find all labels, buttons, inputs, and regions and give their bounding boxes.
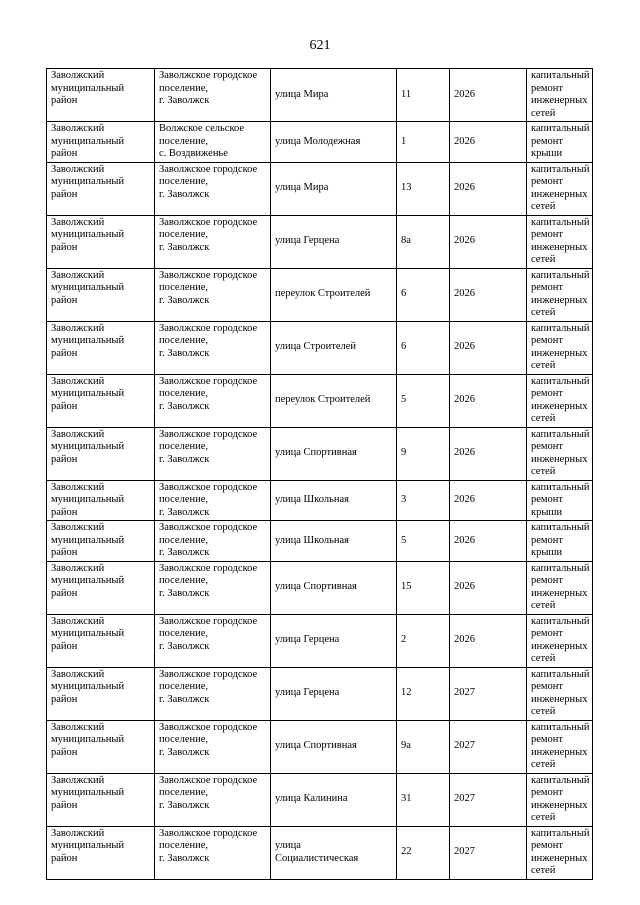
- cell-settlement-text: Заволжское городское поселение, г. Заволжск: [159, 163, 258, 200]
- cell-year-text: 2027: [454, 793, 475, 805]
- cell-year-text: 2026: [454, 182, 475, 194]
- cell-house: [397, 427, 450, 480]
- cell-district-text: Заволжский муниципальный район: [51, 721, 125, 758]
- cell-street-text: улица Спортивная: [275, 447, 357, 459]
- cell-house: [397, 321, 450, 374]
- cell-street: [271, 773, 397, 826]
- cell-year-text: 2026: [454, 634, 475, 646]
- cell-settlement: [155, 268, 271, 321]
- cell-street: [271, 720, 397, 773]
- cell-year: [450, 69, 527, 122]
- cell-work-type: [527, 374, 593, 427]
- cell-year: [450, 667, 527, 720]
- cell-house-text: 9а: [401, 740, 411, 752]
- cell-district-text: Заволжский муниципальный район: [51, 481, 125, 518]
- cell-year-text: 2026: [454, 135, 475, 147]
- cell-house: [397, 374, 450, 427]
- cell-house-text: 22: [401, 846, 412, 858]
- cell-work-type: [527, 162, 593, 215]
- cell-district: [47, 667, 155, 720]
- cell-work-type-text: капитальный ремонт инженерных сетей: [531, 668, 590, 717]
- cell-settlement-text: Заволжское городское поселение, г. Заволжск: [159, 615, 258, 652]
- cell-year-text: 2026: [454, 288, 475, 300]
- cell-house-text: 9: [401, 447, 407, 459]
- table-row: [47, 720, 593, 773]
- cell-year-text: 2026: [454, 494, 475, 505]
- cell-house-text: 2: [401, 634, 407, 646]
- cell-settlement: [155, 69, 271, 122]
- cell-work-type-text: капитальный ремонт инженерных сетей: [531, 562, 590, 611]
- cell-work-type-text: капитальный ремонт инженерных сетей: [531, 375, 590, 424]
- cell-district: [47, 268, 155, 321]
- cell-street: [271, 521, 397, 562]
- cell-district-text: Заволжский муниципальный район: [51, 774, 125, 811]
- cell-district: [47, 162, 155, 215]
- table-row: [47, 321, 593, 374]
- cell-district-text: Заволжский муниципальный район: [51, 216, 125, 253]
- cell-district: [47, 69, 155, 122]
- cell-work-type: [527, 667, 593, 720]
- cell-district: [47, 614, 155, 667]
- cell-settlement: [155, 215, 271, 268]
- cell-district-text: Заволжский муниципальный район: [51, 562, 125, 599]
- cell-house-text: 13: [401, 182, 412, 194]
- cell-year-text: 2026: [454, 581, 475, 593]
- cell-district: [47, 773, 155, 826]
- cell-street-text: улица Школьная: [275, 494, 349, 505]
- cell-settlement-text: Волжское сельское поселение, с. Воздвиженье: [159, 123, 245, 159]
- table-row: [47, 69, 593, 122]
- cell-settlement: [155, 122, 271, 163]
- cell-house: [397, 667, 450, 720]
- cell-district: [47, 826, 155, 879]
- cell-house-text: 3: [401, 494, 407, 505]
- cell-district-text: Заволжский муниципальный район: [51, 827, 125, 864]
- cell-settlement: [155, 561, 271, 614]
- cell-street: [271, 826, 397, 879]
- cell-settlement: [155, 521, 271, 562]
- cell-district: [47, 720, 155, 773]
- table-row: [47, 667, 593, 720]
- cell-year: [450, 561, 527, 614]
- cell-year-text: 2026: [454, 447, 475, 459]
- cell-settlement-text: Заволжское городское поселение, г. Заволжск: [159, 375, 258, 412]
- cell-settlement-text: Заволжское городское поселение, г. Заволжск: [159, 562, 258, 599]
- cell-street-text: улица Герцена: [275, 687, 340, 699]
- cell-house: [397, 720, 450, 773]
- cell-year: [450, 614, 527, 667]
- table-row: [47, 614, 593, 667]
- cell-district-text: Заволжский муниципальный район: [51, 428, 125, 465]
- cell-district: [47, 374, 155, 427]
- cell-settlement: [155, 427, 271, 480]
- cell-year-text: 2026: [454, 88, 475, 100]
- cell-settlement-text: Заволжское городское поселение, г. Заволжск: [159, 428, 258, 465]
- table-row: [47, 773, 593, 826]
- cell-street: [271, 268, 397, 321]
- cell-street-text: улица Калинина: [275, 793, 348, 805]
- cell-district: [47, 561, 155, 614]
- cell-year: [450, 427, 527, 480]
- cell-settlement: [155, 374, 271, 427]
- cell-settlement-text: Заволжское городское поселение, г. Заволжск: [159, 70, 258, 106]
- table-row: [47, 561, 593, 614]
- cell-house: [397, 614, 450, 667]
- cell-district: [47, 321, 155, 374]
- cell-settlement: [155, 614, 271, 667]
- cell-street: [271, 374, 397, 427]
- cell-settlement-text: Заволжское городское поселение, г. Заволжск: [159, 481, 258, 518]
- cell-settlement-text: Заволжское городское поселение, г. Заволжск: [159, 827, 258, 864]
- cell-house: [397, 561, 450, 614]
- cell-work-type-text: капитальный ремонт инженерных сетей: [531, 70, 590, 119]
- cell-street-text: переулок Строителей: [275, 394, 371, 406]
- cell-house-text: 15: [401, 581, 412, 593]
- cell-house-text: 12: [401, 687, 412, 699]
- cell-settlement-text: Заволжское городское поселение, г. Заволжск: [159, 322, 258, 359]
- cell-district-text: Заволжский муниципальный район: [51, 522, 125, 558]
- table-row: [47, 122, 593, 163]
- cell-year: [450, 826, 527, 879]
- cell-year-text: 2027: [454, 846, 475, 858]
- cell-street-text: улица Мира: [275, 88, 329, 100]
- cell-work-type: [527, 773, 593, 826]
- cell-street: [271, 614, 397, 667]
- cell-street-text: улица Спортивная: [275, 740, 357, 752]
- cell-street-text: улица Молодежная: [275, 135, 361, 147]
- cell-house-text: 1: [401, 135, 407, 147]
- page-number: 621: [309, 38, 331, 53]
- cell-work-type: [527, 720, 593, 773]
- cell-settlement-text: Заволжское городское поселение, г. Заволжск: [159, 522, 258, 558]
- cell-settlement: [155, 162, 271, 215]
- cell-work-type: [527, 69, 593, 122]
- cell-district-text: Заволжский муниципальный район: [51, 70, 125, 106]
- cell-work-type: [527, 122, 593, 163]
- cell-year: [450, 720, 527, 773]
- cell-settlement: [155, 773, 271, 826]
- cell-settlement-text: Заволжское городское поселение, г. Заволжск: [159, 216, 258, 253]
- table-row: [47, 215, 593, 268]
- cell-house: [397, 122, 450, 163]
- cell-work-type: [527, 427, 593, 480]
- cell-street-text: переулок Строителей: [275, 288, 371, 300]
- cell-street-text: улица Строителей: [275, 341, 357, 353]
- cell-work-type: [527, 561, 593, 614]
- table-row: [47, 427, 593, 480]
- cell-work-type: [527, 321, 593, 374]
- table-row: [47, 480, 593, 521]
- cell-year: [450, 215, 527, 268]
- cell-work-type-text: капитальный ремонт инженерных сетей: [531, 216, 590, 265]
- cell-year-text: 2026: [454, 235, 475, 247]
- cell-district: [47, 521, 155, 562]
- cell-year: [450, 268, 527, 321]
- table-row: [47, 268, 593, 321]
- cell-work-type: [527, 215, 593, 268]
- cell-street: [271, 122, 397, 163]
- cell-district-text: Заволжский муниципальный район: [51, 615, 125, 652]
- cell-street: [271, 427, 397, 480]
- cell-year: [450, 480, 527, 521]
- cell-year: [450, 122, 527, 163]
- cell-work-type: [527, 826, 593, 879]
- cell-house: [397, 826, 450, 879]
- cell-year: [450, 374, 527, 427]
- cell-house-text: 5: [401, 534, 407, 546]
- cell-year-text: 2027: [454, 740, 475, 752]
- table-row: [47, 162, 593, 215]
- cell-settlement: [155, 826, 271, 879]
- cell-work-type-text: капитальный ремонт крыши: [531, 522, 590, 558]
- cell-year: [450, 521, 527, 562]
- cell-street-text: улица Герцена: [275, 634, 340, 646]
- cell-year: [450, 162, 527, 215]
- cell-house-text: 6: [401, 288, 407, 300]
- cell-year: [450, 321, 527, 374]
- cell-house: [397, 69, 450, 122]
- cell-work-type-text: капитальный ремонт инженерных сетей: [531, 721, 590, 770]
- cell-district: [47, 427, 155, 480]
- cell-house: [397, 521, 450, 562]
- cell-street: [271, 69, 397, 122]
- cell-work-type: [527, 268, 593, 321]
- cell-house-text: 8а: [401, 235, 411, 247]
- table-row: [47, 521, 593, 562]
- cell-settlement: [155, 720, 271, 773]
- cell-year-text: 2026: [454, 394, 475, 406]
- cell-street-text: улица Школьная: [275, 534, 349, 546]
- cell-house-text: 5: [401, 394, 407, 406]
- cell-settlement: [155, 667, 271, 720]
- cell-street: [271, 321, 397, 374]
- cell-street-text: улица Мира: [275, 182, 329, 194]
- cell-settlement-text: Заволжское городское поселение, г. Заволжск: [159, 721, 258, 758]
- cell-district-text: Заволжский муниципальный район: [51, 668, 125, 705]
- cell-house-text: 6: [401, 341, 407, 353]
- cell-settlement: [155, 480, 271, 521]
- table-row: [47, 826, 593, 879]
- cell-work-type-text: капитальный ремонт инженерных сетей: [531, 827, 590, 876]
- cell-work-type-text: капитальный ремонт инженерных сетей: [531, 163, 590, 212]
- cell-house-text: 11: [401, 88, 412, 100]
- cell-work-type-text: капитальный ремонт инженерных сетей: [531, 269, 590, 318]
- cell-district: [47, 480, 155, 521]
- cell-house: [397, 773, 450, 826]
- cell-work-type-text: капитальный ремонт инженерных сетей: [531, 428, 590, 477]
- cell-district-text: Заволжский муниципальный район: [51, 375, 125, 412]
- cell-work-type-text: капитальный ремонт инженерных сетей: [531, 774, 590, 823]
- cell-work-type-text: капитальный ремонт крыши: [531, 123, 590, 159]
- cell-house: [397, 268, 450, 321]
- cell-work-type: [527, 480, 593, 521]
- cell-settlement: [155, 321, 271, 374]
- cell-street: [271, 667, 397, 720]
- cell-district-text: Заволжский муниципальный район: [51, 269, 125, 306]
- cell-settlement-text: Заволжское городское поселение, г. Заволжск: [159, 668, 258, 705]
- cell-street-text: улица Социалистическая: [275, 840, 359, 864]
- cell-house-text: 31: [401, 793, 412, 805]
- cell-district: [47, 215, 155, 268]
- cell-year-text: 2026: [454, 534, 475, 546]
- cell-year: [450, 773, 527, 826]
- cell-work-type-text: капитальный ремонт крыши: [531, 481, 590, 518]
- housing-repair-table: [46, 68, 593, 880]
- cell-house: [397, 162, 450, 215]
- cell-settlement-text: Заволжское городское поселение, г. Заволжск: [159, 774, 258, 811]
- cell-year-text: 2027: [454, 687, 475, 699]
- cell-house: [397, 480, 450, 521]
- cell-street-text: улица Спортивная: [275, 581, 357, 593]
- cell-house: [397, 215, 450, 268]
- cell-district-text: Заволжский муниципальный район: [51, 163, 125, 200]
- cell-work-type-text: капитальный ремонт инженерных сетей: [531, 322, 590, 371]
- cell-street: [271, 215, 397, 268]
- cell-work-type: [527, 614, 593, 667]
- cell-street-text: улица Герцена: [275, 235, 340, 247]
- cell-street: [271, 480, 397, 521]
- cell-district-text: Заволжский муниципальный район: [51, 123, 125, 159]
- cell-district: [47, 122, 155, 163]
- cell-work-type-text: капитальный ремонт инженерных сетей: [531, 615, 590, 664]
- cell-street: [271, 561, 397, 614]
- table-row: [47, 374, 593, 427]
- cell-settlement-text: Заволжское городское поселение, г. Заволжск: [159, 269, 258, 306]
- cell-year-text: 2026: [454, 341, 475, 353]
- cell-work-type: [527, 521, 593, 562]
- cell-district-text: Заволжский муниципальный район: [51, 322, 125, 359]
- cell-street: [271, 162, 397, 215]
